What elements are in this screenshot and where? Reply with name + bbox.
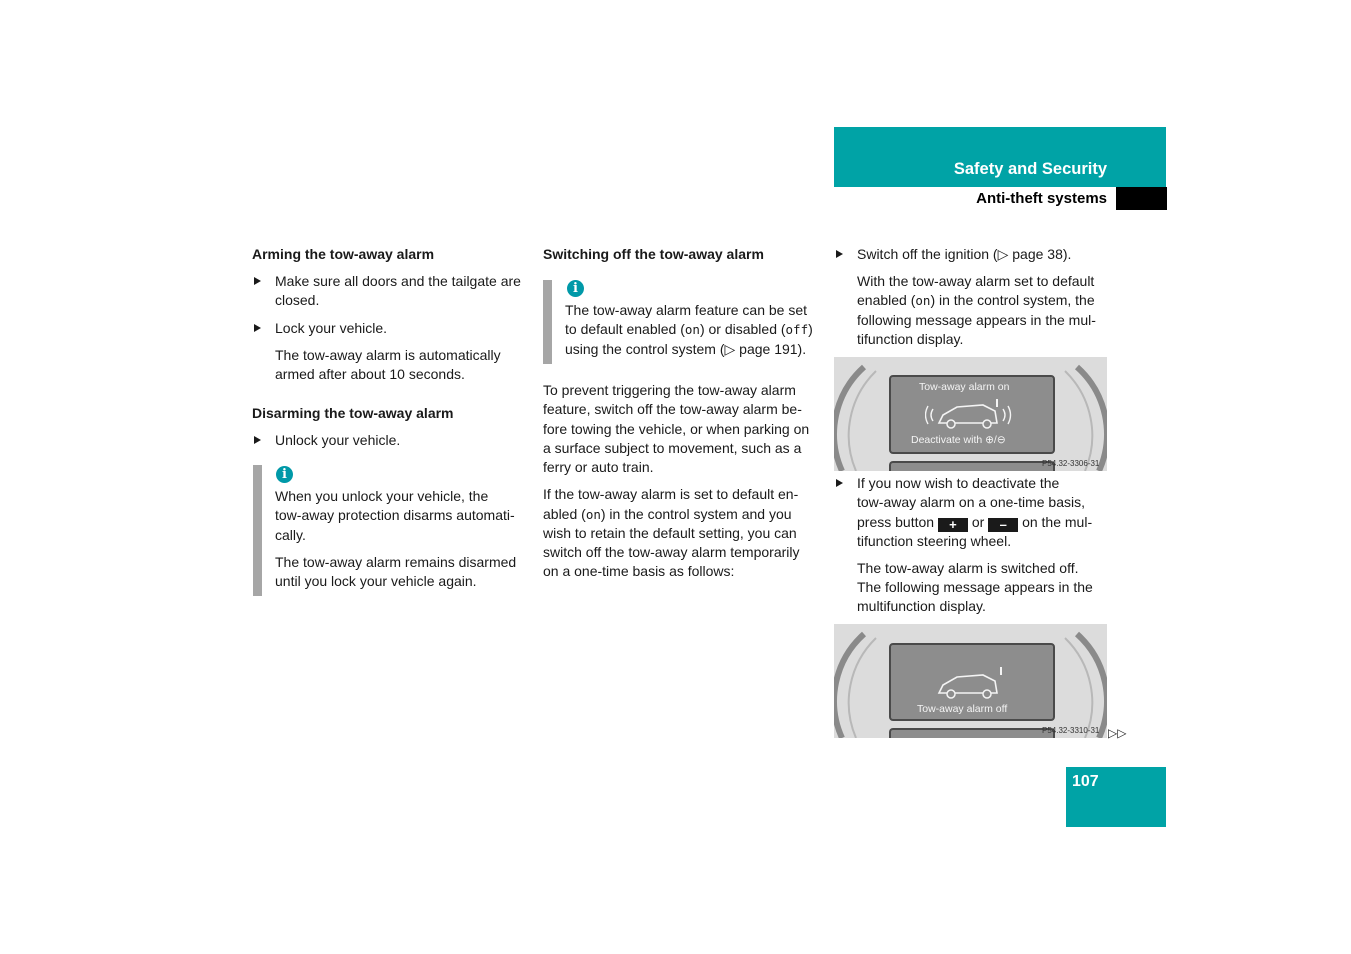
plus-button-icon: + [938, 518, 968, 532]
lcd-lower-screen [889, 728, 1055, 738]
paragraph-line: To prevent triggering the tow-away alarm [543, 382, 796, 398]
arm-step-1-line1: Make sure all doors and the tailgate are [275, 273, 521, 289]
bullet-triangle-icon [254, 436, 261, 444]
bullet-triangle-icon [836, 479, 843, 487]
page-number-box [1066, 767, 1166, 827]
car-alarm-icon [925, 397, 1025, 433]
info-text-line: The tow-away alarm remains disarmed [275, 554, 517, 570]
paragraph-line: enabled (on) in the control system, the [857, 292, 1095, 308]
paragraph-line: fore towing the vehicle, or when parking on [543, 421, 810, 437]
paragraph-line: feature, switch off the tow-away alarm be- [543, 401, 802, 417]
arm-step-1-line2: closed. [275, 292, 320, 308]
info-text-line: cally. [275, 527, 306, 543]
lcd-screen [889, 375, 1055, 454]
info-text-line: using the control system (▷ page 191). [565, 341, 807, 357]
bullet-triangle-icon [254, 277, 261, 285]
paragraph-line: If the tow-away alarm is set to default en- [543, 486, 799, 502]
heading-switching-off: Switching off the tow-away alarm [543, 246, 764, 262]
display-message-title: Tow-away alarm on [919, 381, 1010, 393]
subsection-title: Anti-theft systems [976, 190, 1107, 207]
multifunction-display-image-alarm-on [834, 357, 1107, 471]
image-reference: P54.32-3310-31 [1042, 726, 1100, 735]
paragraph-line: ferry or auto train. [543, 459, 654, 475]
continued-arrows-icon: ▷▷ [1108, 726, 1127, 740]
step-switch-off-ignition: Switch off the ignition (▷ page 38). [857, 246, 1072, 262]
bullet-triangle-icon [254, 324, 261, 332]
display-message-title: Tow-away alarm off [917, 703, 1008, 715]
display-message-instruction: Deactivate with ⊕/⊖ [911, 434, 1006, 446]
paragraph-line: tifunction steering wheel. [857, 533, 1012, 549]
paragraph-line: If you now wish to deactivate the [857, 475, 1060, 491]
arm-step-2: Lock your vehicle. [275, 320, 388, 336]
lcd-lower-screen [889, 461, 1055, 471]
info-icon: i [276, 466, 293, 483]
disarm-step-1: Unlock your vehicle. [275, 432, 401, 448]
paragraph-line: multifunction display. [857, 598, 986, 614]
paragraph-line: abled (on) in the control system and you [543, 506, 792, 522]
paragraph-line: a surface subject to movement, such as a [543, 440, 802, 456]
bullet-triangle-icon [836, 250, 843, 258]
info-text-line: until you lock your vehicle again. [275, 573, 477, 589]
info-text-line: The tow-away alarm feature can be set [565, 302, 808, 318]
arm-result-line1: The tow-away alarm is automatically [275, 347, 501, 363]
paragraph-line: The following message appears in the [857, 579, 1093, 595]
subsection-marker [1116, 187, 1167, 210]
arm-result-line2: armed after about 10 seconds. [275, 366, 465, 382]
info-text-line: When you unlock your vehicle, the [275, 488, 489, 504]
paragraph-line: on a one-time basis as follows: [543, 563, 735, 579]
paragraph-line: following message appears in the mul- [857, 312, 1096, 328]
multifunction-display-image-alarm-off [834, 624, 1107, 738]
info-text-line: to default enabled (on) or disabled (off) [565, 321, 813, 337]
paragraph-line: tifunction display. [857, 331, 964, 347]
section-title: Safety and Security [953, 160, 1107, 178]
image-reference: P54.32-3306-31 [1042, 459, 1100, 468]
page-number: 107 [1072, 773, 1099, 790]
paragraph-line: The tow-away alarm is switched off. [857, 560, 1079, 576]
paragraph-line: wish to retain the default setting, you can [543, 525, 797, 541]
car-icon [931, 663, 1031, 701]
info-text-line: tow-away protection disarms automati- [275, 507, 515, 523]
paragraph-line: switch off the tow-away alarm temporarily [543, 544, 800, 560]
minus-button-icon: – [988, 518, 1018, 532]
info-sidebar [253, 465, 262, 596]
heading-disarming: Disarming the tow-away alarm [252, 405, 454, 421]
paragraph-line: tow-away alarm on a one-time basis, [857, 494, 1085, 510]
paragraph-line: press button + or – on the mul- [857, 514, 1093, 532]
paragraph-line: With the tow-away alarm set to default [857, 273, 1095, 289]
info-sidebar [543, 280, 552, 364]
heading-arming: Arming the tow-away alarm [252, 246, 435, 262]
section-header-box [834, 127, 1166, 187]
lcd-screen [889, 643, 1055, 721]
info-icon: i [567, 280, 584, 297]
